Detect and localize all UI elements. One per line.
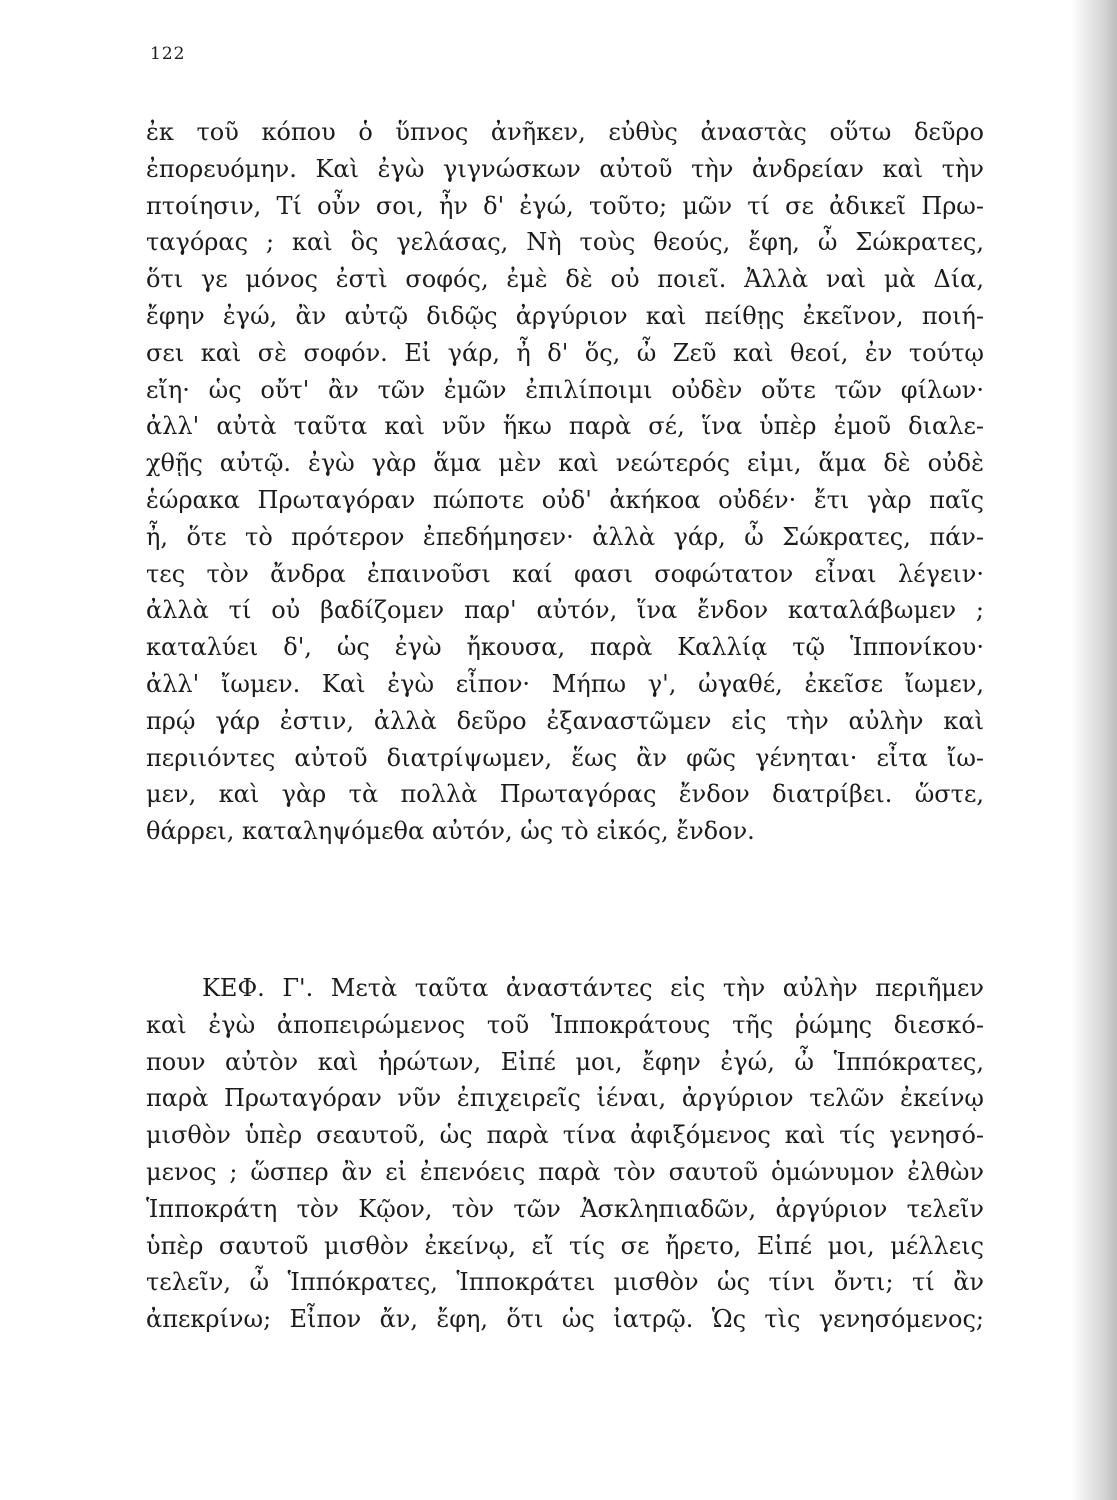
text-line: τελεῖν, ὦ Ἱππόκρατες, Ἱπποκράτει μισθὸν ὡς τίνι ὄντι; τί ἂν bbox=[146, 1268, 984, 1297]
text-line: Ἱπποκράτη τὸν Κῷον, τὸν τῶν Ἀσκληπιαδῶν, ἀργύριον τελεῖν bbox=[146, 1194, 984, 1223]
text-line: ἐπορευόμην. Καὶ ἐγὼ γιγνώσκων αὐτοῦ τὴν ἀνδρείαν καὶ τὴν bbox=[146, 154, 984, 183]
text-line: θάρρει, καταληψόμεθα αὐτόν, ὡς τὸ εἰκός, ἔνδον. bbox=[146, 817, 755, 846]
text-line: ἀπεκρίνω; Εἶπον ἄν, ἔφη, ὅτι ὡς ἰατρῷ. Ὡς τὶς γενησόμενος; bbox=[146, 1305, 984, 1334]
text-line: σει καὶ σὲ σοφόν. Εἰ γάρ, ἦ δ' ὅς, ὦ Ζεῦ καὶ θεοί, ἐν τούτῳ bbox=[146, 338, 984, 367]
text-line: καταλύει δ', ὡς ἐγὼ ἤκουσα, παρὰ Καλλίᾳ τῷ Ἱππονίκου· bbox=[146, 633, 984, 662]
text-line: ταγόρας ; καὶ ὃς γελάσας, Νὴ τοὺς θεούς, ἔφη, ὦ Σώκρατες, bbox=[146, 228, 984, 257]
page-edge-shadow bbox=[1071, 0, 1117, 1500]
text-line: μεν, καὶ γὰρ τὰ πολλὰ Πρωταγόρας ἔνδον διατρίβει. ὥστε, bbox=[146, 780, 984, 809]
chapter-heading-line: ΚΕΦ. Γ'. Μετὰ ταῦτα ἀναστάντες εἰς τὴν αὐλὴν περιῆμεν bbox=[202, 974, 984, 1002]
text-line: ἦ, ὅτε τὸ πρότερον ἐπεδήμησεν· ἀλλὰ γάρ, ὦ Σώκρατες, πάν- bbox=[146, 522, 984, 551]
text-line: πρῴ γάρ ἐστιν, ἀλλὰ δεῦρο ἐξαναστῶμεν εἰς τὴν αὐλὴν καὶ bbox=[146, 706, 984, 735]
text-line: πουν αὐτὸν καὶ ἠρώτων, Εἰπέ μοι, ἔφην ἐγώ, ὦ Ἱππόκρατες, bbox=[146, 1047, 984, 1076]
text-line: ἐκ τοῦ κόπου ὁ ὕπνος ἀνῆκεν, εὐθὺς ἀναστὰς οὕτω δεῦρο bbox=[146, 118, 984, 146]
text-line: πτοίησιν, Τί οὖν σοι, ἦν δ' ἐγώ, τοῦτο; μῶν τί σε ἀδικεῖ Πρω- bbox=[146, 191, 984, 220]
text-line: ὅτι γε μόνος ἐστὶ σοφός, ἐμὲ δὲ οὐ ποιεῖ. Ἀλλὰ ναὶ μὰ Δία, bbox=[146, 265, 984, 294]
text-line: καὶ ἐγὼ ἀποπειρώμενος τοῦ Ἱπποκράτους τῆς ῥώμης διεσκό- bbox=[146, 1010, 984, 1039]
text-line: ἔφην ἐγώ, ἂν αὐτῷ διδῷς ἀργύριον καὶ πείθῃς ἐκεῖνον, ποιή- bbox=[146, 301, 984, 330]
text-line: μενος ; ὥσπερ ἂν εἰ ἐπενόεις παρὰ τὸν σαυτοῦ ὁμώνυμον ἐλθὼν bbox=[146, 1157, 984, 1186]
text-line: ἑώρακα Πρωταγόραν πώποτε οὐδ' ἀκήκοα οὐδέν· ἔτι γὰρ παῖς bbox=[146, 485, 984, 514]
text-line: μισθὸν ὑπὲρ σεαυτοῦ, ὡς παρὰ τίνα ἀφιξόμενος καὶ τίς γενησό- bbox=[146, 1121, 984, 1150]
paragraph-2 bbox=[146, 970, 984, 1338]
text-line: ἀλλὰ τί οὐ βαδίζομεν παρ' αὐτόν, ἵνα ἔνδον καταλάβωμεν ; bbox=[146, 596, 984, 625]
page-number: 122 bbox=[150, 44, 186, 64]
text-line: ὑπὲρ σαυτοῦ μισθὸν ἐκείνῳ, εἴ τίς σε ἤρετο, Εἰπέ μοι, μέλλεις bbox=[146, 1231, 984, 1260]
text-line: τες τὸν ἄνδρα ἐπαινοῦσι καί φασι σοφώτατον εἶναι λέγειν· bbox=[146, 559, 984, 588]
text-line: εἴη· ὡς οὔτ' ἂν τῶν ἐμῶν ἐπιλίποιμι οὐδὲν οὔτε τῶν φίλων· bbox=[146, 375, 984, 404]
text-line: χθῇς αὐτῷ. ἐγὼ γὰρ ἅμα μὲν καὶ νεώτερός εἰμι, ἅμα δὲ οὐδὲ bbox=[146, 449, 984, 478]
paragraph-1 bbox=[146, 114, 984, 850]
text-line: ἀλλ' αὐτὰ ταῦτα καὶ νῦν ἥκω παρὰ σέ, ἵνα ὑπὲρ ἐμοῦ διαλε- bbox=[146, 412, 984, 441]
text-line: περιιόντες αὐτοῦ διατρίψωμεν, ἕως ἂν φῶς γένηται· εἶτα ἴω- bbox=[146, 743, 984, 772]
text-line: παρὰ Πρωταγόραν νῦν ἐπιχειρεῖς ἰέναι, ἀργύριον τελῶν ἐκείνῳ bbox=[146, 1084, 984, 1113]
text-line: ἀλλ' ἴωμεν. Καὶ ἐγὼ εἶπον· Μήπω γ', ὠγαθέ, ἐκεῖσε ἴωμεν, bbox=[146, 669, 984, 698]
